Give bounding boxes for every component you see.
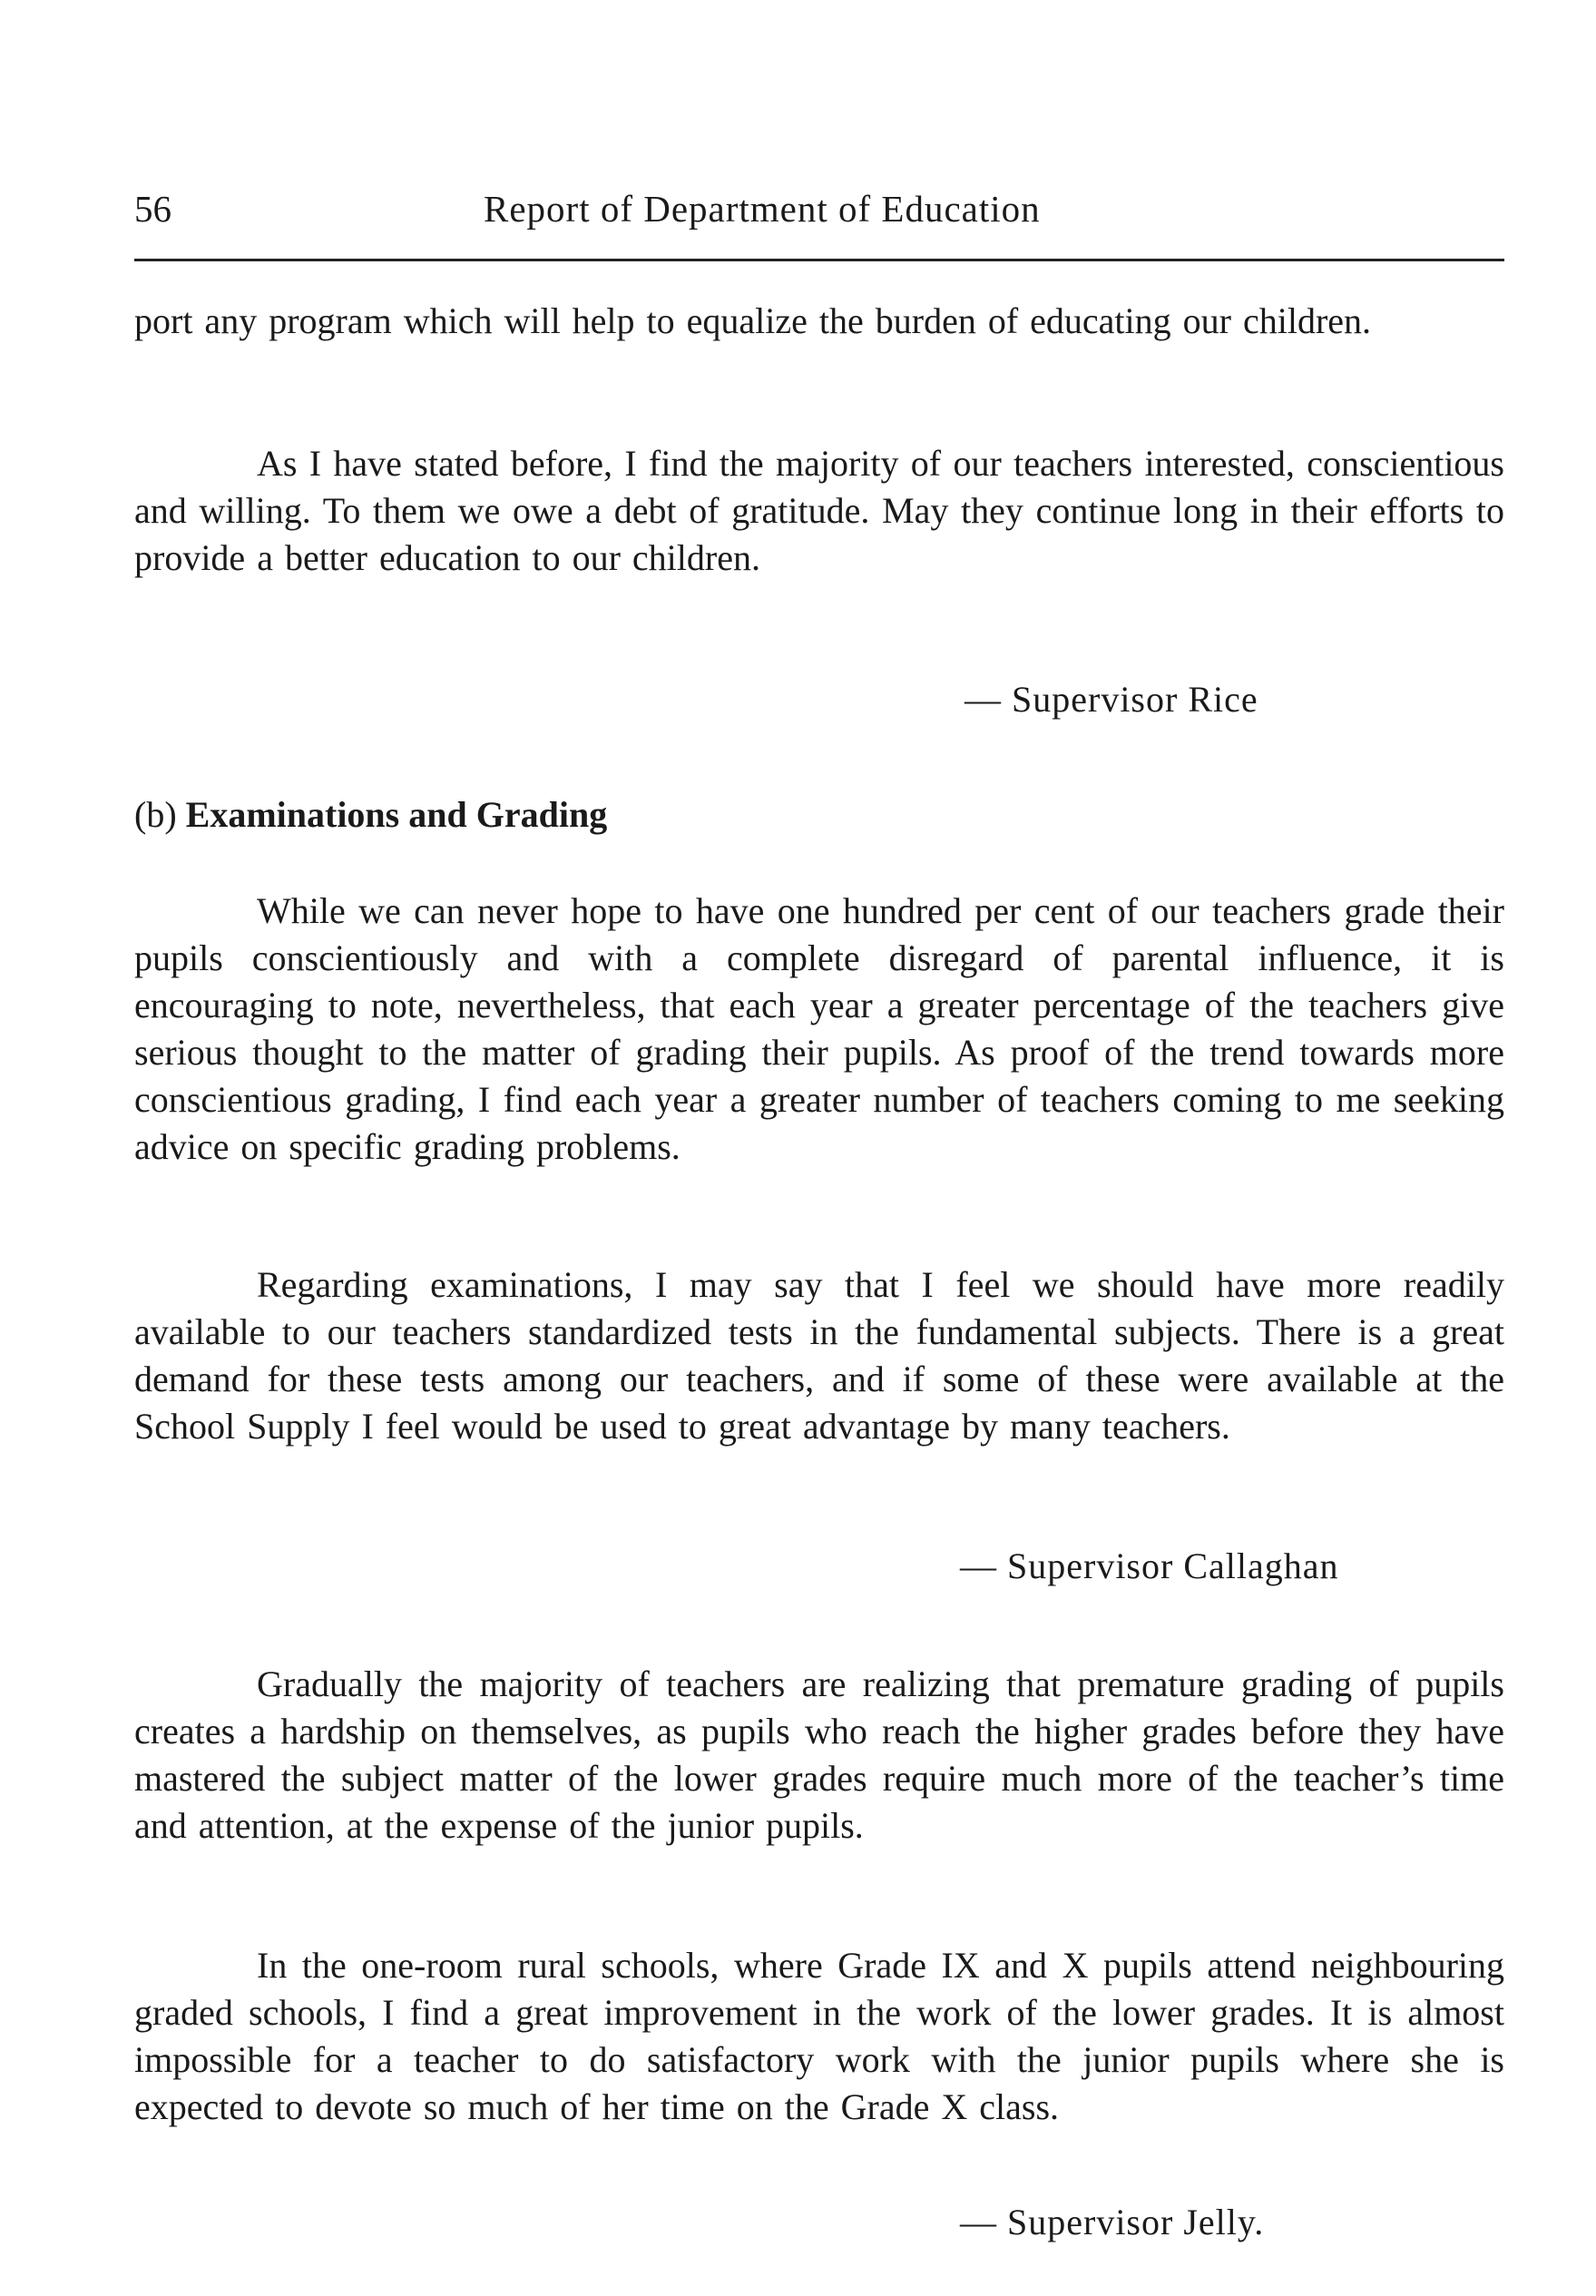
section-title: Examinations and Grading (185, 794, 608, 835)
paragraph-rural-schools: In the one-room rural schools, where Grade IX and X pupils attend neighbouring graded schools, I find a great improvement in the work of the lower grades. It is almost impossible for a teacher to do satisfactory work with the junior pupils where she is expected to devote so much of her time on the Grade X class. (134, 1945, 1504, 2127)
paragraph-premature-grading: Gradually the majority of teachers are realizing that premature grading of pupils creates a hardship on themselves, as pupils who reach the higher grades before they have mastered the subject matter of the lower grades require much more of the teacher’s time and attention, at the expense of the junior pupils. (134, 1663, 1504, 1846)
section-heading (134, 791, 607, 839)
paragraph-teachers-interested: As I have stated before, I find the majority of our teachers interested, conscientious and willing. To them we owe a debt of gratitude. May they continue long in their efforts to provide a better education to our children. (134, 443, 1504, 578)
signature-supervisor-rice: — Supervisor Rice (964, 679, 1258, 720)
signature-supervisor-callaghan: — Supervisor Callaghan (960, 1545, 1339, 1586)
header-rule (134, 259, 1504, 261)
paragraph-grading: While we can never hope to have one hundred per cent of our teachers grade their pupils conscientiously and with a complete disregard of parental influence, it is encouraging to note, nevertheless, that each year a greater percentage of the teachers give serious thought to the matter of grading their pupils. As proof of the trend towards more conscientious grading, I find each year a greater number of teachers coming to me seeking advice on specific grading problems. (134, 890, 1504, 1167)
running-title: Report of Department of Education (484, 188, 1041, 230)
paragraph-examinations: Regarding examinations, I may say that I feel we should have more readily available to our teachers standardized tests in the fundamental subjects. There is a great demand for these tests among our teachers, and if some of these were available at the School Supply I feel would be used to great advantage by many teachers. (134, 1264, 1504, 1447)
signature-supervisor-jelly: — Supervisor Jelly. (960, 2202, 1265, 2242)
section-label: (b) (134, 794, 186, 835)
paragraph-continuation: port any program which will help to equalize the burden of educating our children. (134, 300, 1372, 341)
page-header (134, 182, 1504, 245)
page-number: 56 (134, 188, 171, 230)
